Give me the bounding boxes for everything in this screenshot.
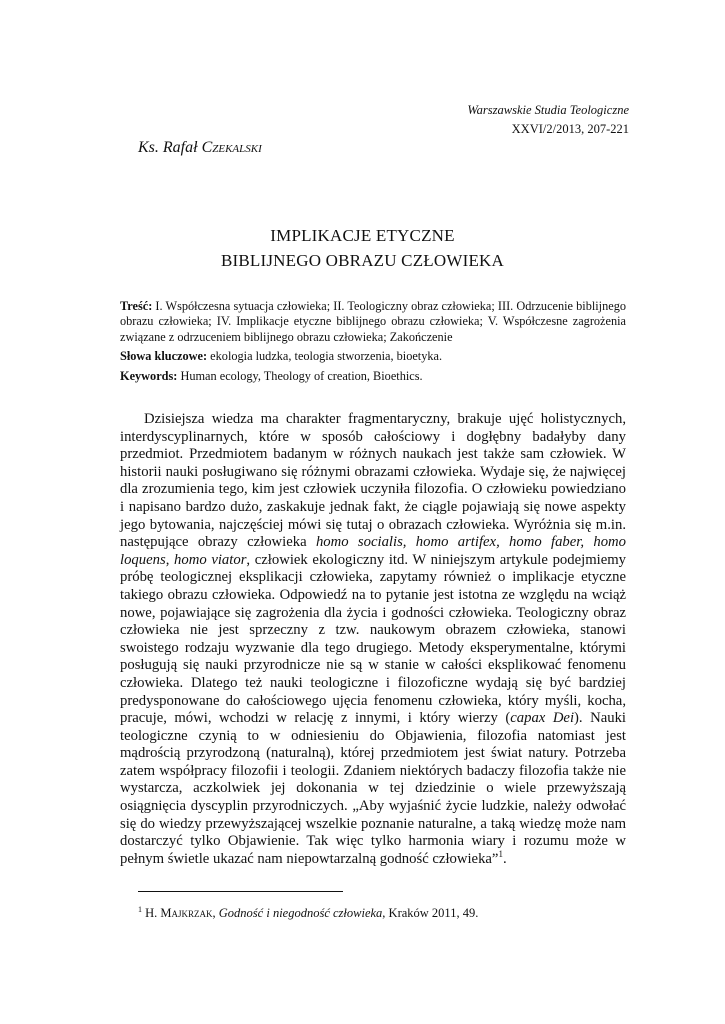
footnote-work-title: Godność i niegodność człowieka	[218, 906, 383, 921]
footnote-place-year: , Kraków 2011, 49.	[382, 906, 479, 921]
footnote-divider	[138, 891, 343, 892]
body-part-4: ). Nauki teologiczne czynią to w odniesieniu do Objawienia, filozofia natomiast jest mądrością przyrodzoną (naturalną), której przedmiotem jest świat natury. Potrzeba zatem współpracy filozofii i teologii. Zdaniem niektórych badaczy filozofia także nie wystarcza, aczkolwiek jej dokonania w tej dziedzinie o wiele przewyższają osiągnięcia dyscyplin przyrodniczych. „Aby wyjaśnić życie ludzkie, należy odwołać się do wiedzy przewyższającej wszelkie poznanie naturalne, a taką wiedzę może nam dostarczyć tylko Objawienie. Tak więc tylko harmonia wiary i rozumu może w pełnym świetle ukazać nam niepowtarzalną godność człowieka”	[120, 710, 626, 867]
footnote-author-initial: H.	[142, 906, 161, 921]
footnote-author-surname: Majkrzak	[160, 906, 213, 921]
article-meta	[120, 299, 626, 388]
journal-name: Warszawskie Studia Teologiczne	[467, 103, 629, 117]
keywords-en-label: Keywords:	[120, 368, 178, 383]
body-part-2: ,	[165, 551, 175, 568]
footnote-separator: ,	[212, 906, 219, 921]
author-surname: Czekalski	[201, 139, 262, 156]
footnote-number: 1	[138, 905, 142, 914]
keywords-en-paragraph	[120, 369, 626, 384]
body-italic-2: homo viator	[174, 551, 247, 568]
contents-text: I. Współczesna sytuacja człowieka; II. Teologiczny obraz człowieka; III. Odrzucenie biblijnego obrazu człowieka; IV. Implikacje etyczne biblijnego obrazu człowieka; V. Współczesne zagrożenia związane z odrzuceniem biblijnego obrazu człowieka; Zakończenie	[120, 299, 626, 344]
title-line-1: IMPLIKACJE ETYCZNE	[270, 226, 455, 245]
body-paragraph	[120, 411, 626, 868]
author-name	[138, 139, 262, 157]
article-title	[0, 223, 725, 273]
body-end: .	[502, 850, 507, 867]
body-italic-1: homo socialis, homo artifex, homo faber, homo loquens	[120, 534, 626, 568]
journal-volume: XXVI/2/2013, 207-221	[511, 122, 629, 136]
title-line-2: BIBLIJNEGO OBRAZU CZŁOWIEKA	[220, 251, 505, 270]
author-prefix: Ks. Rafał	[138, 139, 202, 156]
keywords-en-text: Human ecology, Theology of creation, Bioethics.	[177, 368, 423, 383]
footnote-reference[interactable]: 1	[498, 848, 503, 859]
body-italic-3: capax Dei	[510, 710, 575, 727]
keywords-pl-text: ekologia ludzka, teologia stworzenia, bioetyka.	[207, 349, 443, 364]
contents-paragraph	[120, 299, 626, 345]
body-text	[120, 411, 626, 868]
keywords-pl-paragraph	[120, 349, 626, 364]
contents-label: Treść:	[120, 299, 153, 313]
keywords-pl-label: Słowa kluczowe:	[120, 349, 208, 364]
journal-header	[467, 101, 629, 139]
body-part-3: , człowiek ekologiczny itd. W niniejszym artykule podejmiemy próbę teologicznej eksplikacji człowieka, zapytamy również o implikacje etyczne takiego obrazu człowieka. Odpowiedź na to pytanie jest istotna ze względu na wciąż nowe, pojawiające się zagrożenia dla życia i godności człowieka. Teologiczny obraz człowieka nie jest sprzeczny z tzw. naukowym obrazem człowieka, stanowi swoistego rodzaju wyzwanie dla tego drugiego. Metody eksperymentalne, którymi posługują się nauki przyrodnicze nie są w stanie w całości eksplikować fenomenu człowieka. Dlatego też nauki teologiczne i filozoficzne wydają się być bardziej predysponowane do całościowego ujęcia fenomenu człowieka, który myśli, kocha, pracuje, mówi, wchodzi w relację z innymi, i który wierzy (	[120, 551, 626, 727]
body-part-1: Dzisiejsza wiedza ma charakter fragmentaryczny, brakuje ujęć holistycznych, interdyscyplinarnych, które w sposób całościowy i dogłębny badałyby dany przedmiot. Przedmiotem badanym w różnych naukach jest także sam człowiek. W historii nauki posługiwano się różnymi obrazami człowieka. Wydaje się, że najwięcej dla zrozumienia tego, kim jest człowiek uczyniła filozofia. O człowieku powiedziano i napisano bardzo dużo, zaskakuje jednak fakt, że ciągle pojawiają się nowe aspekty jego bytowania, najczęściej mówi się tutaj o obrazach człowieka. Wyróżnia się m.in. następujące obrazy człowieka	[120, 411, 626, 551]
footnote	[138, 905, 478, 921]
